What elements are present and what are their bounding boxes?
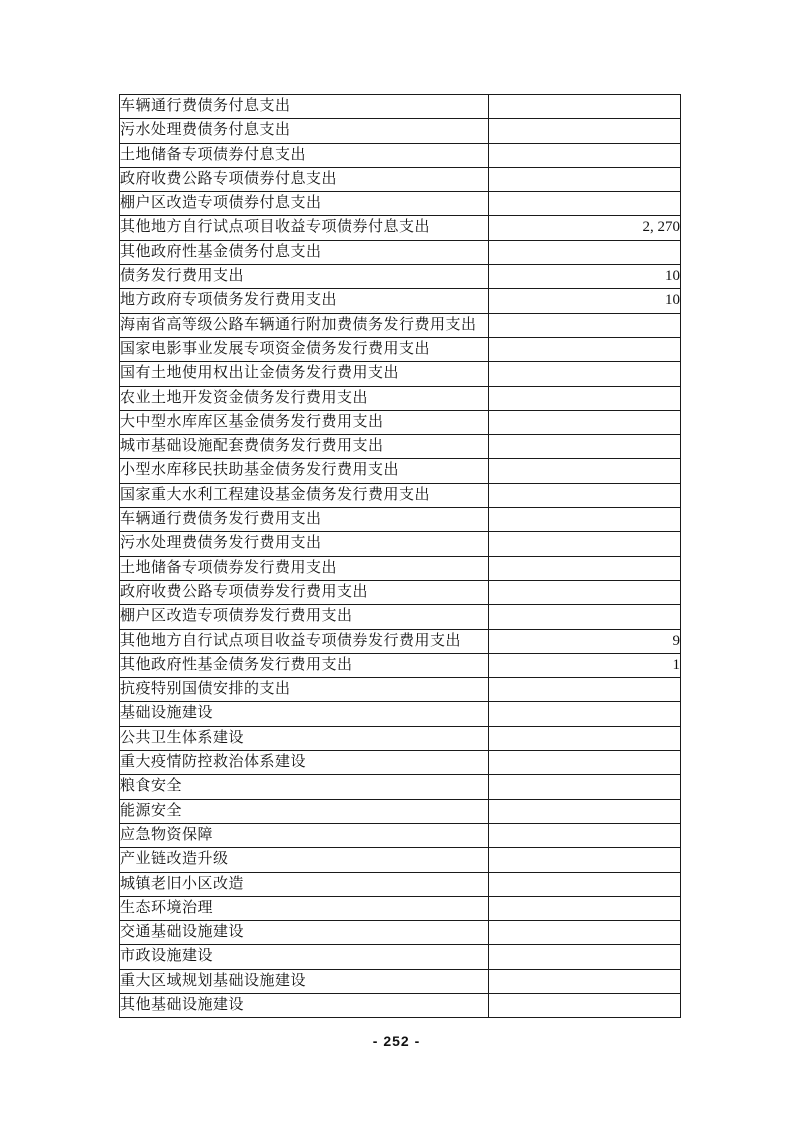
table-row (120, 410, 681, 434)
item-name-cell: 产业链改造升级 (120, 848, 489, 872)
item-name-cell: 粮食安全 (120, 775, 489, 799)
table-row (120, 362, 681, 386)
page-number: - 252 - (372, 1033, 421, 1049)
table-row (120, 119, 681, 143)
table-row (120, 556, 681, 580)
item-name-cell: 城镇老旧小区改造 (120, 872, 489, 896)
table-row (120, 216, 681, 240)
amount-cell (489, 167, 681, 191)
amount-cell (489, 848, 681, 872)
item-name-cell: 污水处理费债务发行费用支出 (120, 532, 489, 556)
item-name-cell: 应急物资保障 (120, 823, 489, 847)
amount-cell (489, 386, 681, 410)
amount-cell (489, 362, 681, 386)
amount-cell (489, 969, 681, 993)
table-row (120, 192, 681, 216)
amount-cell (489, 95, 681, 119)
item-name-cell: 政府收费公路专项债券发行费用支出 (120, 580, 489, 604)
amount-cell (489, 240, 681, 264)
amount-cell: 9 (489, 629, 681, 653)
item-name-cell: 国家电影事业发展专项资金债务发行费用支出 (120, 337, 489, 361)
amount-cell (489, 751, 681, 775)
item-name-cell: 交通基础设施建设 (120, 921, 489, 945)
table-row (120, 435, 681, 459)
amount-cell (489, 702, 681, 726)
table-row (120, 653, 681, 677)
table-row (120, 969, 681, 993)
item-name-cell: 重大疫情防控救治体系建设 (120, 751, 489, 775)
item-name-cell: 基础设施建设 (120, 702, 489, 726)
item-name-cell: 海南省高等级公路车辆通行附加费债务发行费用支出 (120, 313, 489, 337)
item-name-cell: 重大区域规划基础设施建设 (120, 969, 489, 993)
table-row (120, 95, 681, 119)
item-name-cell: 其他地方自行试点项目收益专项债券付息支出 (120, 216, 489, 240)
item-name-cell: 城市基础设施配套费债务发行费用支出 (120, 435, 489, 459)
item-name-cell: 小型水库移民扶助基金债务发行费用支出 (120, 459, 489, 483)
table-row (120, 337, 681, 361)
amount-cell (489, 435, 681, 459)
amount-cell (489, 119, 681, 143)
table-row (120, 240, 681, 264)
item-name-cell: 其他政府性基金债务发行费用支出 (120, 653, 489, 677)
table-row (120, 823, 681, 847)
item-name-cell: 其他政府性基金债务付息支出 (120, 240, 489, 264)
item-name-cell: 生态环境治理 (120, 896, 489, 920)
amount-cell (489, 580, 681, 604)
amount-cell (489, 896, 681, 920)
item-name-cell: 其他基础设施建设 (120, 993, 489, 1017)
item-name-cell: 国有土地使用权出让金债务发行费用支出 (120, 362, 489, 386)
item-name-cell: 棚户区改造专项债券发行费用支出 (120, 605, 489, 629)
item-name-cell: 其他地方自行试点项目收益专项债券发行费用支出 (120, 629, 489, 653)
amount-cell (489, 872, 681, 896)
budget-table (119, 94, 681, 1018)
amount-cell (489, 337, 681, 361)
item-name-cell: 土地储备专项债券发行费用支出 (120, 556, 489, 580)
item-name-cell: 债务发行费用支出 (120, 265, 489, 289)
amount-cell (489, 459, 681, 483)
table-row (120, 483, 681, 507)
item-name-cell: 抗疫特别国债安排的支出 (120, 678, 489, 702)
table-row (120, 313, 681, 337)
amount-cell (489, 993, 681, 1017)
amount-cell (489, 410, 681, 434)
amount-cell (489, 921, 681, 945)
table-row (120, 945, 681, 969)
item-name-cell: 车辆通行费债务发行费用支出 (120, 508, 489, 532)
table-row (120, 265, 681, 289)
table-row (120, 629, 681, 653)
amount-cell (489, 143, 681, 167)
table-row (120, 896, 681, 920)
item-name-cell: 大中型水库库区基金债务发行费用支出 (120, 410, 489, 434)
table-row (120, 921, 681, 945)
amount-cell (489, 192, 681, 216)
table-row (120, 532, 681, 556)
table-row (120, 848, 681, 872)
item-name-cell: 农业土地开发资金债务发行费用支出 (120, 386, 489, 410)
item-name-cell: 市政设施建设 (120, 945, 489, 969)
table-row (120, 775, 681, 799)
table-row (120, 702, 681, 726)
table-row (120, 289, 681, 313)
table-row (120, 993, 681, 1017)
amount-cell: 1 (489, 653, 681, 677)
amount-cell (489, 823, 681, 847)
amount-cell (489, 945, 681, 969)
amount-cell: 2, 270 (489, 216, 681, 240)
amount-cell (489, 775, 681, 799)
amount-cell (489, 313, 681, 337)
table-row (120, 143, 681, 167)
table-row (120, 678, 681, 702)
table-row (120, 508, 681, 532)
table-row (120, 726, 681, 750)
amount-cell: 10 (489, 289, 681, 313)
item-name-cell: 国家重大水利工程建设基金债务发行费用支出 (120, 483, 489, 507)
table-row (120, 459, 681, 483)
item-name-cell: 政府收费公路专项债券付息支出 (120, 167, 489, 191)
amount-cell (489, 799, 681, 823)
item-name-cell: 地方政府专项债务发行费用支出 (120, 289, 489, 313)
item-name-cell: 公共卫生体系建设 (120, 726, 489, 750)
amount-cell (489, 508, 681, 532)
amount-cell (489, 726, 681, 750)
item-name-cell: 棚户区改造专项债券付息支出 (120, 192, 489, 216)
item-name-cell: 能源安全 (120, 799, 489, 823)
amount-cell (489, 556, 681, 580)
amount-cell: 10 (489, 265, 681, 289)
amount-cell (489, 483, 681, 507)
amount-cell (489, 605, 681, 629)
table-row (120, 167, 681, 191)
item-name-cell: 污水处理费债务付息支出 (120, 119, 489, 143)
table-row (120, 799, 681, 823)
budget-table-body (120, 95, 681, 1018)
table-row (120, 580, 681, 604)
table-row (120, 872, 681, 896)
item-name-cell: 土地储备专项债券付息支出 (120, 143, 489, 167)
table-row (120, 386, 681, 410)
table-row (120, 751, 681, 775)
amount-cell (489, 532, 681, 556)
table-row (120, 605, 681, 629)
amount-cell (489, 678, 681, 702)
item-name-cell: 车辆通行费债务付息支出 (120, 95, 489, 119)
